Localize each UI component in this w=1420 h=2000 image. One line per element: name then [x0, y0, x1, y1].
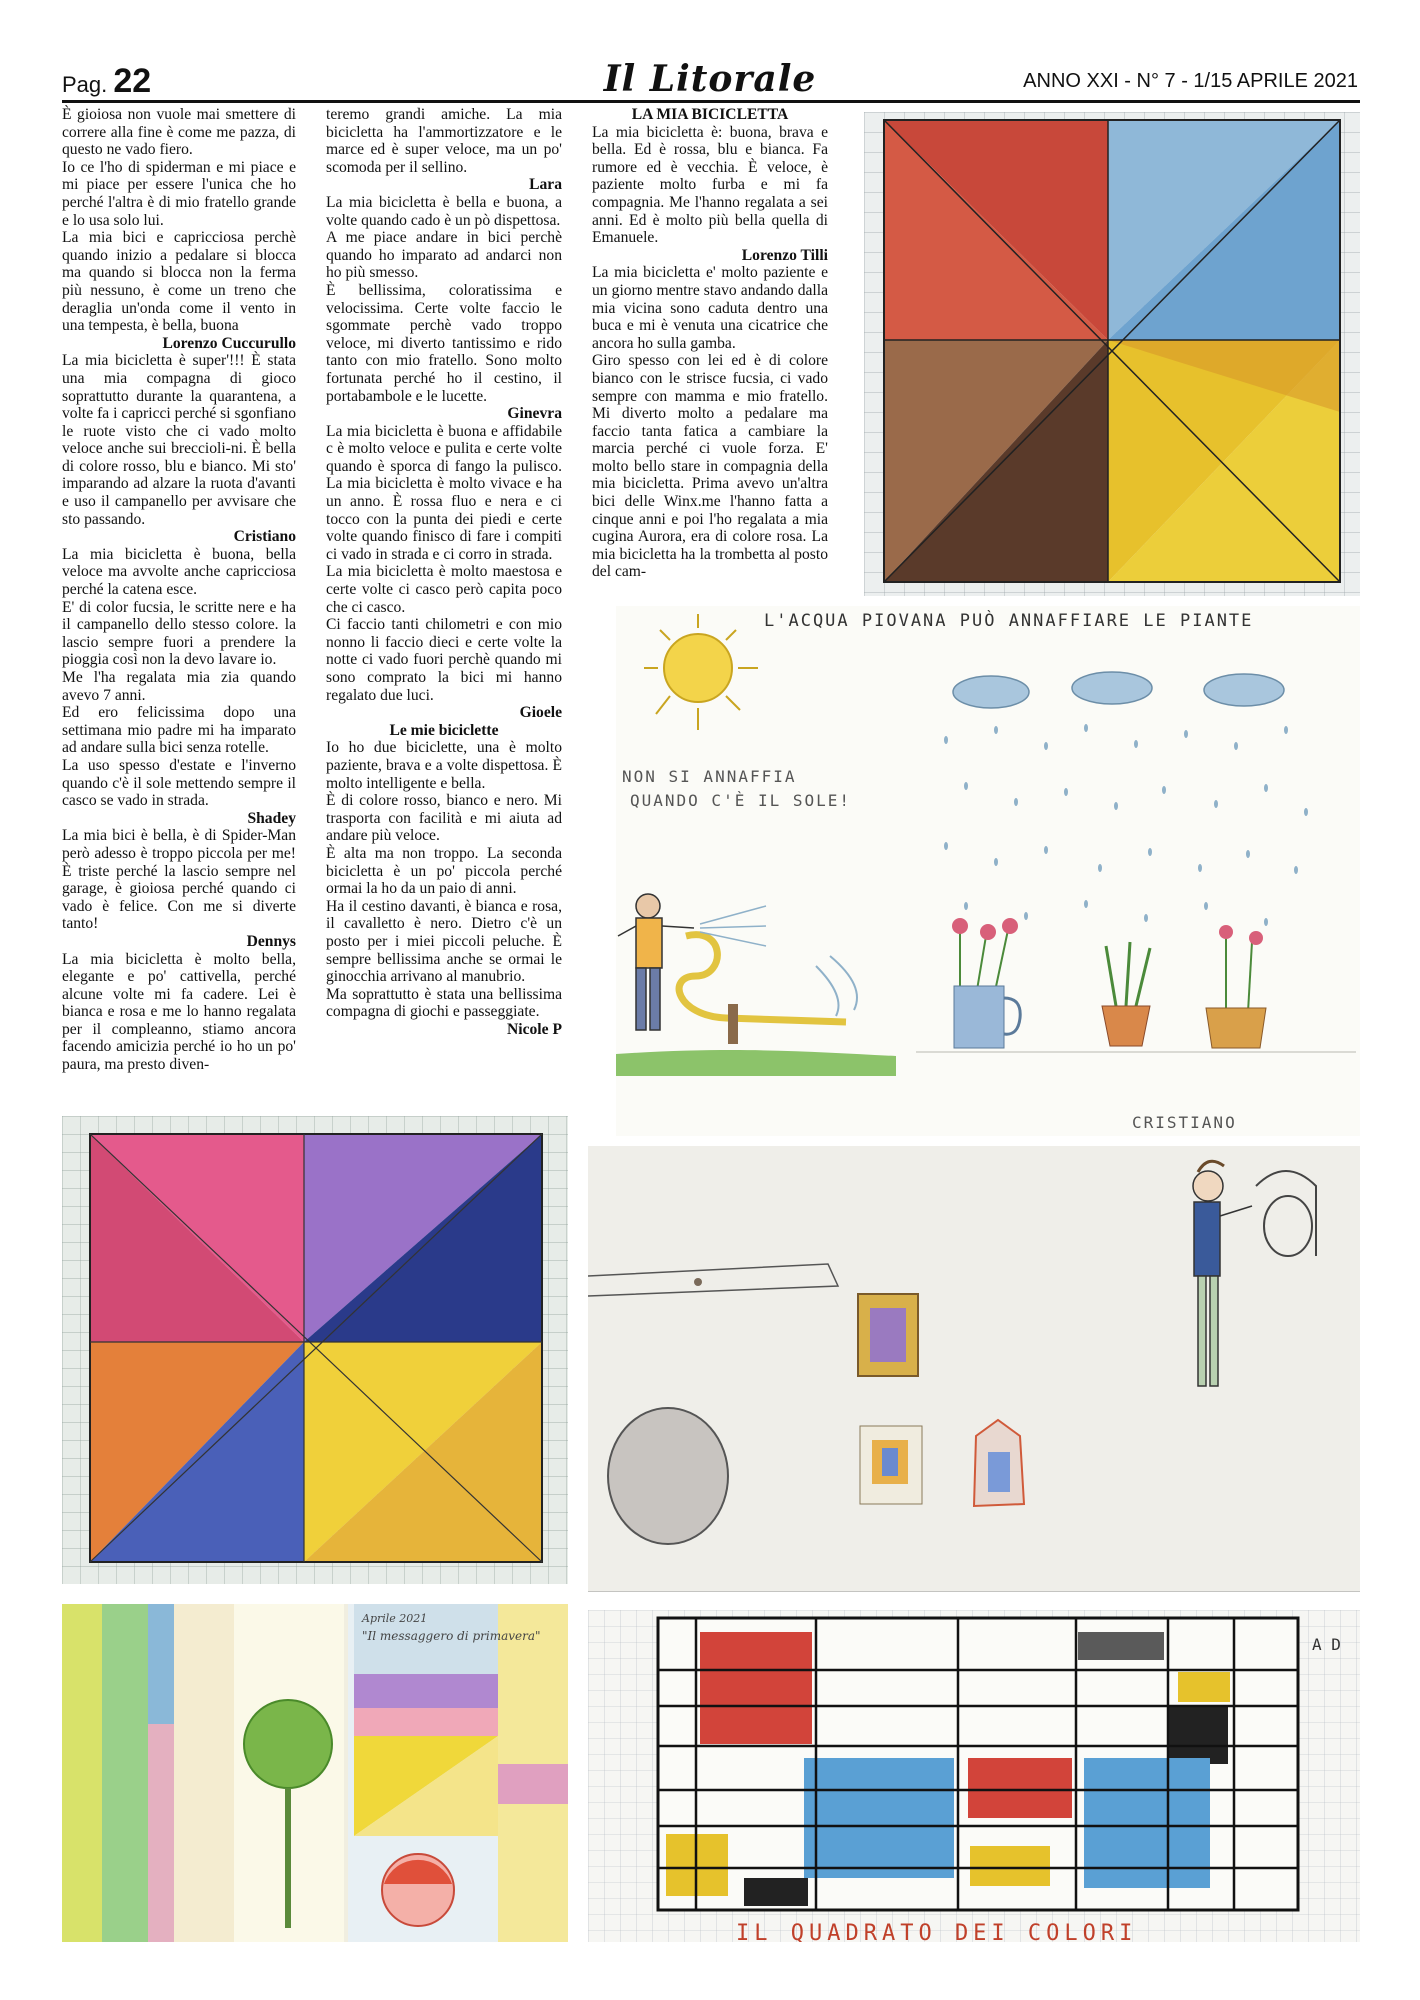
drawing-signature: CRISTIANO — [1132, 1113, 1237, 1132]
author-signature: Lorenzo Tilli — [741, 246, 828, 264]
drawing-caption-sun-1: NON SI ANNAFFIA — [622, 767, 797, 786]
article-paragraph: Me l'ha regalata mia zia quando avevo 7 anni. — [62, 669, 296, 704]
article-paragraph: Ha il cestino davanti, è bianca e rosa, il cavalletto è nero. Dietro c'è un posto per i miei piccoli peluche. È sempre bellissima anche se ormai le ginocchia arrivano al manubrio. — [326, 897, 562, 986]
drawing-caption-rain: L'ACQUA PIOVANA PUÒ ANNAFFIARE LE PIANTE — [764, 611, 1254, 631]
article-paragraph: E' di color fucsia, le scritte nere e ha il campanello dello stesso colore. la lascio sempre fuori a prendere la pioggia così non la devo lavare io. — [62, 598, 296, 669]
author-signature: Gioele — [519, 704, 562, 722]
article-paragraph: La mia bici è bella, è di Spider-Man però adesso è troppo piccola per me! È triste perché la lascio sempre nel garage, è gioiosa perché quando ci vado è felice. Con me si diverte tanto! — [62, 827, 296, 933]
text-column-3 — [592, 106, 828, 581]
header-rule — [62, 100, 1360, 103]
article-paragraph: La mia bicicletta è molto bella, elegante e po' cattivella, perché alcune volte mi fa cadere. Lei è bianca e rosa e me lo hanno regalata per il compleanno, stiamo ancora facendo amicizia perché io ho un po' paura, ma presto diven- — [62, 950, 296, 1074]
drawing-rain-and-sun — [616, 606, 1360, 1136]
article-paragraph: La mia bicicletta è bella e buona, a volte quando cado è un pò dispettosa. — [326, 193, 562, 229]
author-signature: Nicole P — [507, 1020, 562, 1038]
drawing-mondrian — [588, 1610, 1360, 1942]
text-column-1 — [62, 106, 296, 1074]
drawing-side-note: A D — [1312, 1635, 1341, 1654]
article-paragraph: La mia bicicletta è buona e affidabile c è molto veloce e pulita e certe volte quando è sporca di fango la pulisco. La mia bicicletta è molto vivace e ha un anno. È rossa fluo e nera e ci tocco con la punta dei piedi e certe volte quando finisco di fare i compiti ci vado in strada e ci corro in strada. — [326, 422, 562, 563]
drawing-note-1: Aprile 2021 — [362, 1612, 428, 1625]
article-paragraph: È alta ma non troppo. La seconda bicicletta è un po' piccola perché ormai la ho da un paio di anni. — [326, 844, 562, 898]
article-paragraph: La mia bicicletta e' molto paziente e un giorno mentre stavo andando dalla mia vicina sono caduta dentro una buca e mi è venuta una cicatrice che ancora ho sulla gamba. — [592, 264, 828, 352]
article-paragraph: È gioiosa non vuole mai smettere di correre alla fine è come me pazza, di questo ne vado fiero. — [62, 106, 296, 159]
article-paragraph: La mia bicicletta è: buona, brava e bella. Ed è rossa, blu e bianca. Fa rumore ed è vecchia. È veloce, è paziente molto furba e mi fa compagnia. Me l'hanno regalata a sei anni. Ed è molto più bella quella di Emanuele. — [592, 123, 828, 247]
page-number: Pag. 22 — [62, 62, 152, 100]
article-paragraph: Io ho due biciclette, una è molto paziente, brava e a volte dispettosa. È molto intelligente e bella. — [326, 739, 562, 792]
section-heading: LA MIA BICICLETTA — [631, 106, 789, 123]
article-paragraph: Ma soprattutto è stata una bellissima compagna di giochi e passeggiate. — [326, 985, 562, 1021]
article-paragraph: La mia bicicletta è super'!!! È stata una mia compagna di gioco soprattutto durante la quarantena, a volte fa i capricci perché si sgonfiano le ruote visto che ci vado molto veloce anche sui breccioli-ni. È bella di colore rosso, blu e bianco. Mi sto' imparando ad alzare la ruota d'avanti e uso il campanello per avvisare che sto passando. — [62, 352, 296, 528]
drawing-painter — [588, 1146, 1360, 1592]
article-paragraph: È di colore rosso, bianco e nero. Mi trasporta con facilità e mi aiuta ad andare più veloce. — [326, 792, 562, 845]
article-paragraph: A me piace andare in bici perchè quando ho imparato ad andarci non ho più smesso. — [326, 229, 562, 282]
section-heading: Le mie biciclette — [389, 721, 499, 739]
article-paragraph: Io ce l'ho di spiderman e mi piace e mi piace per essere l'unica che ho perché l'altra è di mio fratello grande e lo usa solo lui. — [62, 158, 296, 229]
article-paragraph: Ed ero felicissima dopo una settimana mio padre mi ha imparato ad andare sulla bici senza rotelle. — [62, 704, 296, 757]
issue-line: ANNO XXI - N° 7 - 1/15 APRILE 2021 — [1023, 70, 1358, 92]
article-paragraph: Ci faccio tanti chilometri e con mio nonno li faccio dieci e certe volte la notte ci vado fuori perchè quando mi sono comprato la bici mi hanno regalato due luci. — [326, 616, 562, 704]
drawing-pinwheel-bright — [62, 1116, 568, 1584]
drawing-note-2: "Il messaggero di primavera" — [362, 1629, 541, 1643]
author-signature: Lara — [529, 176, 562, 194]
article-paragraph: La mia bicicletta è molto maestosa e certe volte ci casco però capita poco che ci casco. — [326, 563, 562, 616]
drawing-pinwheel-warm — [864, 112, 1360, 596]
text-column-2 — [326, 106, 562, 1038]
author-signature: Shadey — [247, 809, 296, 827]
article-paragraph: La uso spesso d'estate e l'inverno quando c'è il sole mettendo sempre il casco se vado in strada. — [62, 756, 296, 810]
author-signature: Lorenzo Cuccurullo — [162, 334, 296, 352]
drawing-caption-sun-2: QUANDO C'È IL SOLE! — [630, 791, 852, 810]
author-signature: Ginevra — [507, 405, 562, 423]
article-paragraph: La mia bici e capricciosa perchè quando inizio a pedalare si blocca ma quando si blocca non la ferma più nessuno, è come un treno che deraglia un'onda come il vento in una tempesta, è bella, buona — [62, 229, 296, 335]
masthead-title: Il Litorale — [603, 58, 817, 100]
article-paragraph: È bellissima, coloratissima e velocissima. Certe volte faccio le sgommate perchè vado troppo veloce, mi diverto tantissimo e rido tanto con mio fratello. Sono molto fortunata perché ho il cestino, il portabambole e le lucette. — [326, 281, 562, 405]
drawing-caption-mondrian: IL QUADRATO DEI COLORI — [736, 1921, 1138, 1942]
author-signature: Dennys — [246, 932, 296, 950]
article-paragraph: Giro spesso con lei ed è di colore bianco con le strisce fucsia, ci vado sempre con mamma e mio fratello. Mi diverto molto a pedalare ma faccio tanta fatica a cambiare la marcia perché ci vuole forza. E' molto bello stare in compagnia della mia bicicletta. Prima avevo un'altra bici delle Winx.me l'hanno fatta a cinque anni e poi l'ho regalata a mia cugina Aurora, era di colore rosa. La mia bicicletta ha la trombetta al posto del cam- — [592, 352, 828, 581]
article-paragraph: La mia bicicletta è buona, bella veloce ma avvolte anche capricciosa perché la catena esce. — [62, 545, 296, 599]
drawing-spring-abstract — [62, 1604, 568, 1942]
article-paragraph: teremo grandi amiche. La mia bicicletta ha l'ammortizzatore e le marce ed è super veloce, ma un po' scomoda per il sellino. — [326, 106, 562, 176]
author-signature: Cristiano — [233, 528, 296, 546]
